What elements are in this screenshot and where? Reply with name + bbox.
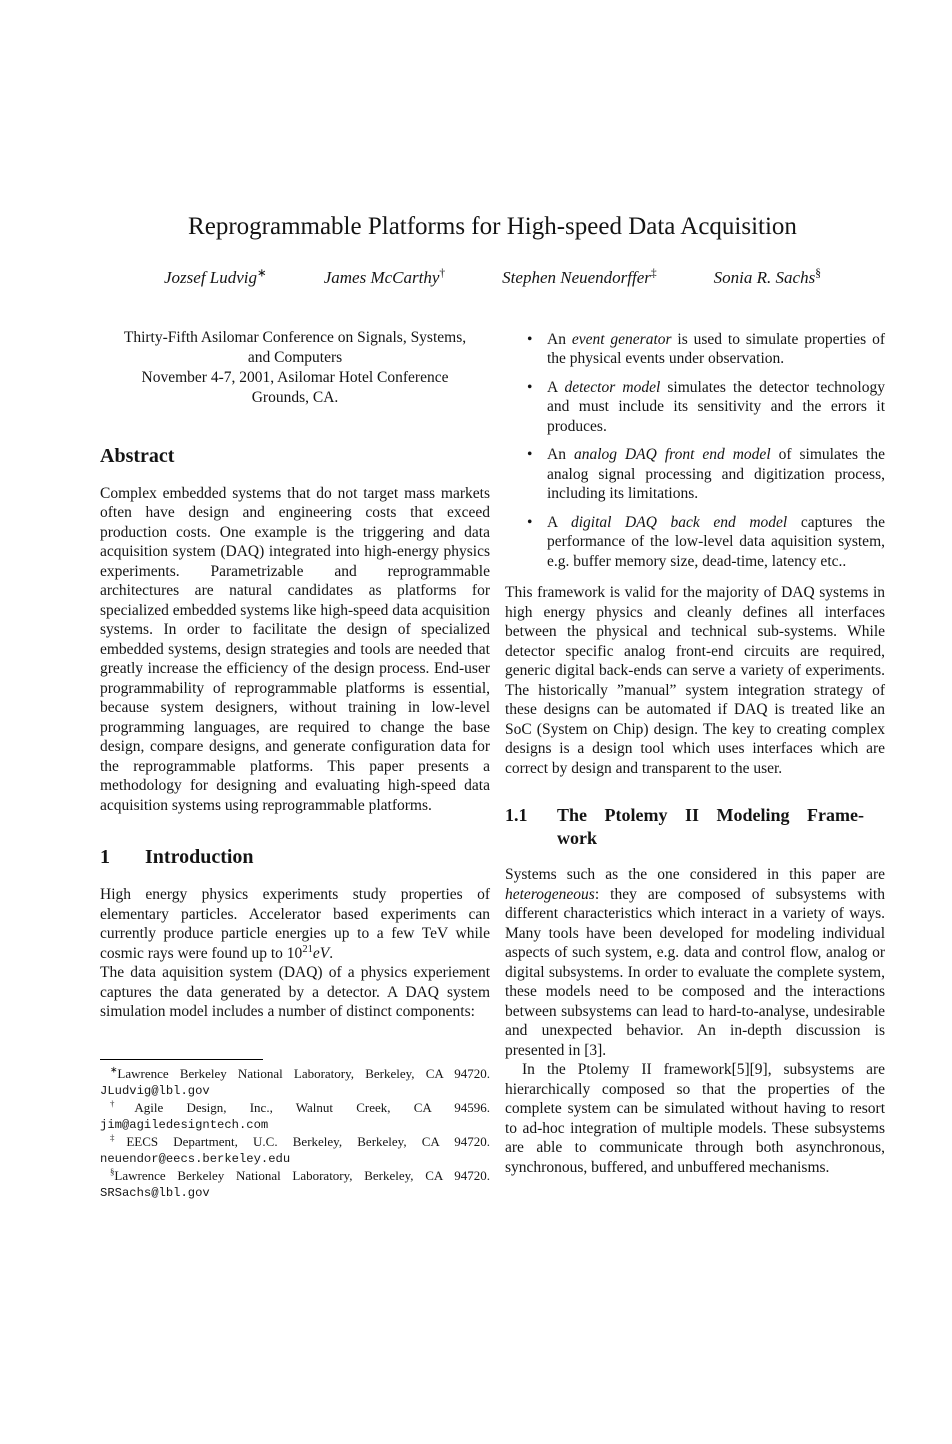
paper-page xyxy=(0,212,952,1202)
section-title: Introduction xyxy=(145,846,254,868)
section-1-1-heading xyxy=(505,804,885,850)
left-column xyxy=(100,328,490,1202)
subsection-number: 1.1 xyxy=(505,805,528,825)
author xyxy=(714,268,821,288)
list-item: • A digital DAQ back end model captures the performance of the low-level data aquisition system, e.g. buffer memory size, dead-time, latency etc.. xyxy=(505,513,885,572)
section-number: 1 xyxy=(100,846,110,868)
footnote: ‡EECS Department, U.C. Berkeley, Berkeley, CA 94720. neuendor@eecs.berkeley.edu xyxy=(100,1132,490,1166)
list-item: • A detector model simulates the detector technology and must include its sensitivity and the errors it produces. xyxy=(505,378,885,437)
footnotes-block xyxy=(100,1059,490,1202)
author xyxy=(324,268,445,288)
daq-components-list xyxy=(505,330,885,572)
subsection-title xyxy=(557,804,864,850)
footnote: †Agile Design, Inc., Walnut Creek, CA 94596. jim@agiledesigntech.com xyxy=(100,1098,490,1132)
abstract-text: Complex embedded systems that do not target mass markets often have design and engineering costs that exceed production costs. One example is the triggering and data acquisition system (DAQ) integrated into high-energy physics experiments. Parametrizable and reprogrammable architectures are natural candidates as platforms for specialized embedded systems like high-speed data acquisition systems. In order to facilitate the design of specialized embedded systems, design strategies and tools are needed that greatly increase the efficiency of the design process. End-user programmability of reprogrammable platforms is essential, because system designers, without training in low-level programming languages, are required to change the base design, compare designs, and generate configuration data for the reprogrammable platforms. This paper presents a methodology for designing and evaluating high-speed data acquisition systems using reprogrammable platforms. xyxy=(100,484,490,814)
author-row xyxy=(164,268,821,288)
abstract-heading: Abstract xyxy=(100,444,175,467)
two-column-body xyxy=(100,328,885,1202)
author-name: Jozsef Ludvig xyxy=(164,268,258,287)
author-name: James McCarthy xyxy=(323,268,440,287)
ptolemy-paragraph-2: In the Ptolemy II framework[5][9], subsystems are hierarchically composed so that the properties of the complete system can be simulated without having to resort to ad-hoc integration of multiple models. These subsystems are able to communicate through both asynchronous, synchronous, buffered, and unbuffered mechanisms. xyxy=(505,1061,885,1176)
author-footnote-mark: § xyxy=(815,266,821,280)
framework-paragraph: This framework is valid for the majority of DAQ systems in high energy physics and cleanly defines all interfaces between the physical and technical sub-systems. While detector specific analog front-end circuits are required, generic digital back-ends can serve a variety of experiments. The historically ”manual” system integration strategy of these designs can be automated if DAQ is treated like an SoC (System on Chip) design. The key to creating complex designs is a design tool which uses interfaces which are correct by design and transparent to the user. xyxy=(505,584,885,777)
list-item: • An analog DAQ front end model of simulates the analog signal processing and digitization process, including its limitations. xyxy=(505,445,885,504)
conference-line: Thirty-Fifth Asilomar Conference on Signals, Systems, xyxy=(123,328,467,346)
author xyxy=(502,268,657,288)
conference-line: Grounds, CA. xyxy=(251,388,339,406)
author-footnote-mark: † xyxy=(439,266,446,280)
author xyxy=(164,268,267,288)
author-name: Sonia R. Sachs xyxy=(713,268,816,287)
right-column xyxy=(505,328,885,1202)
footnote-rule xyxy=(100,1059,263,1060)
subsection-title-line2: work xyxy=(557,828,597,848)
paper-title: Reprogrammable Platforms for High-speed Data Acquisition xyxy=(188,213,797,240)
conference-line: and Computers xyxy=(247,348,343,366)
author-footnote-mark: ∗ xyxy=(257,266,267,280)
intro-paragraph-1: High energy physics experiments study properties of elementary particles. Accelerator based experiments can currently produce particle energies up to a few TeV while cosmic rays were found up to $10^{21}eV$. xyxy=(100,886,490,962)
ptolemy-paragraph-1: Systems such as the one considered in this paper are heterogeneous: they are composed of subsystems with different characteristics which interact in a variety of ways. Many tools have been developed for modeling individual aspects of such system, e.g. data and control flow, analog or digital subsystems. In order to evaluate the complete system, these models need to be composed and the interactions between subsystems can lead to hard-to-analyse, undesirable and unexpected behavior. An in-depth discussion is presented in [3]. xyxy=(505,866,885,1059)
footnote: ∗Lawrence Berkeley National Laboratory, Berkeley, CA 94720. JLudvig@lbl.gov xyxy=(100,1064,490,1098)
list-item: • An event generator is used to simulate properties of the physical events under observation. xyxy=(505,330,885,369)
footnote: §Lawrence Berkeley National Laboratory, Berkeley, CA 94720. SRSachs@lbl.gov xyxy=(100,1166,490,1200)
subsection-title-line1: The Ptolemy II Modeling Frame- xyxy=(557,805,864,825)
conference-line: November 4-7, 2001, Asilomar Hotel Conference xyxy=(141,368,449,386)
conference-block xyxy=(100,328,490,408)
section-1-heading xyxy=(100,845,490,869)
author-name: Stephen Neuendorffer xyxy=(502,268,651,287)
intro-paragraph-2: The data aquisition system (DAQ) of a physics experiement captures the data generated by a detector. A DAQ system simulation model includes a number of distinct components: xyxy=(100,964,490,1020)
author-footnote-mark: ‡ xyxy=(650,266,657,280)
